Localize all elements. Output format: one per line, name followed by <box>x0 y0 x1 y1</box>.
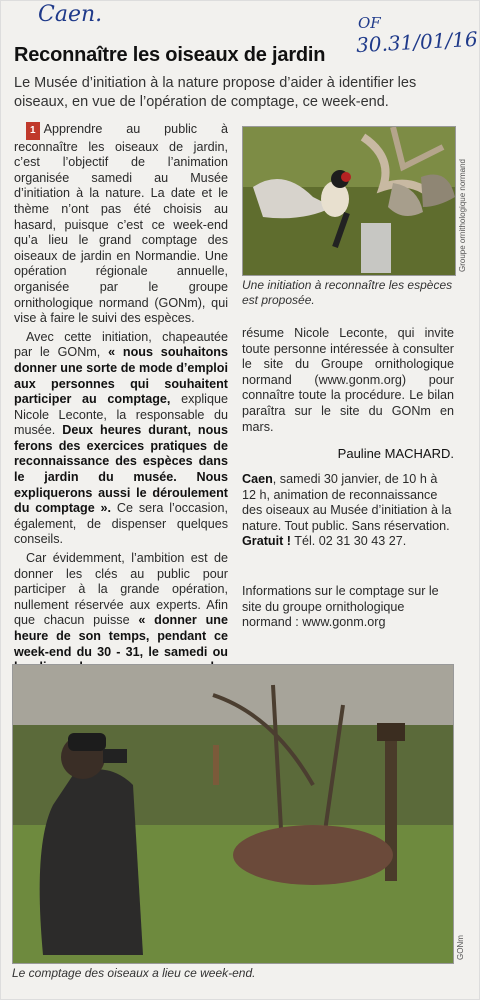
practical-text: , samedi 30 janvier, de 10 h à 12 h, animation de reconnaissance des oiseaux au Musée d’initiation à la nature. Tout public. Sans réservation. <box>242 472 452 533</box>
quote-3: « donner une heure de son temps, pendant ce week-end du 30 - 31, le samedi ou <box>14 613 228 659</box>
paragraph-1 <box>14 122 228 327</box>
article-intro: Le Musée d’initiation à la nature propose d’aider à identifier les oiseaux, en vue de l’opération de comptage, ce week-end. <box>14 75 417 110</box>
handwritten-city: Caen. <box>38 2 103 27</box>
birds-photo-credit: Groupe ornithologique normand <box>458 159 467 272</box>
garden-photo-credit: GONm <box>456 935 465 960</box>
page-badge: 1 <box>26 122 40 140</box>
practical-info <box>242 472 454 550</box>
garden-illustration <box>13 665 453 963</box>
paragraph-2-text-c: Ce sera l’occasion, également, de dispenser quelques conseils. <box>14 501 228 547</box>
quote-2: Deux heures durant, nous ferons des exercices pratiques de reconnaissance des espèces dans le jardin du musée. Nous expliquerons aussi le déroulement du comptage ». <box>14 423 228 516</box>
article-title: Reconnaître les oiseaux de jardin <box>14 44 326 66</box>
goldfinch-illustration <box>243 127 455 275</box>
article-column-right <box>242 326 454 438</box>
practical-phone: Tél. 02 31 30 43 27. <box>290 534 407 549</box>
garden-photo-caption: Le comptage des oiseaux a lieu ce week-end. <box>12 966 256 980</box>
quote-1: « nous souhaitons donner une sorte de mode d’emploi aux personnes qui souhaitent participer au comptage, <box>14 345 228 407</box>
practical-free: Gratuit ! <box>242 534 291 549</box>
goldfinch-photo <box>242 126 456 276</box>
practical-city: Caen <box>242 472 273 486</box>
handwritten-date: 30.31/01/16 <box>355 26 479 58</box>
paragraph-2-text-a: Avec cette initiation, chapeautée par le GONm, <box>14 329 228 360</box>
paragraph-2-text-b: explique Nicole Leconte, la responsable du musée. <box>14 392 228 438</box>
author-signature: Pauline MACHARD. <box>337 446 454 461</box>
paragraph-3-end: résume Nicole Leconte, qui invite toute personne intéressée à consulter le site du Groupe ornithologique normand (www.gonm.org) pour connaître toute la procédure. Le bilan paraîtra sur le site du GONm en mars. <box>242 326 454 434</box>
paragraph-1-text: Apprendre au public à reconnaître les oiseaux de jardin, c’est l’objectif de l’animation organisée samedi au Musée d’initiation à la nature. La date et le thème n’ont pas été choisis au hasard, puisque c’est ce week-end qu’a lieu le grand comptage des oiseaux de jardin en Normandie. Une opération régionale annuelle, organisée par le groupe ornithologique normand (GONm), qui vise à faire le suivi des espèces. <box>14 122 228 326</box>
paragraph-3-text-a: Car évidemment, l’ambition est de donner les clés au public pour participer à la grande opération, nullement réservée aux experts. Afin que chacun puisse <box>14 551 228 628</box>
handwritten-source: OF <box>358 14 381 32</box>
paragraph-2 <box>14 330 228 548</box>
counting-info: Informations sur le comptage sur le site du groupe ornithologique normand : www.gonm.org <box>242 584 439 630</box>
garden-photo <box>12 664 454 964</box>
birds-photo-caption: Une initiation à reconnaître les espèces est proposée. <box>242 278 453 307</box>
article-column-left <box>14 122 228 694</box>
